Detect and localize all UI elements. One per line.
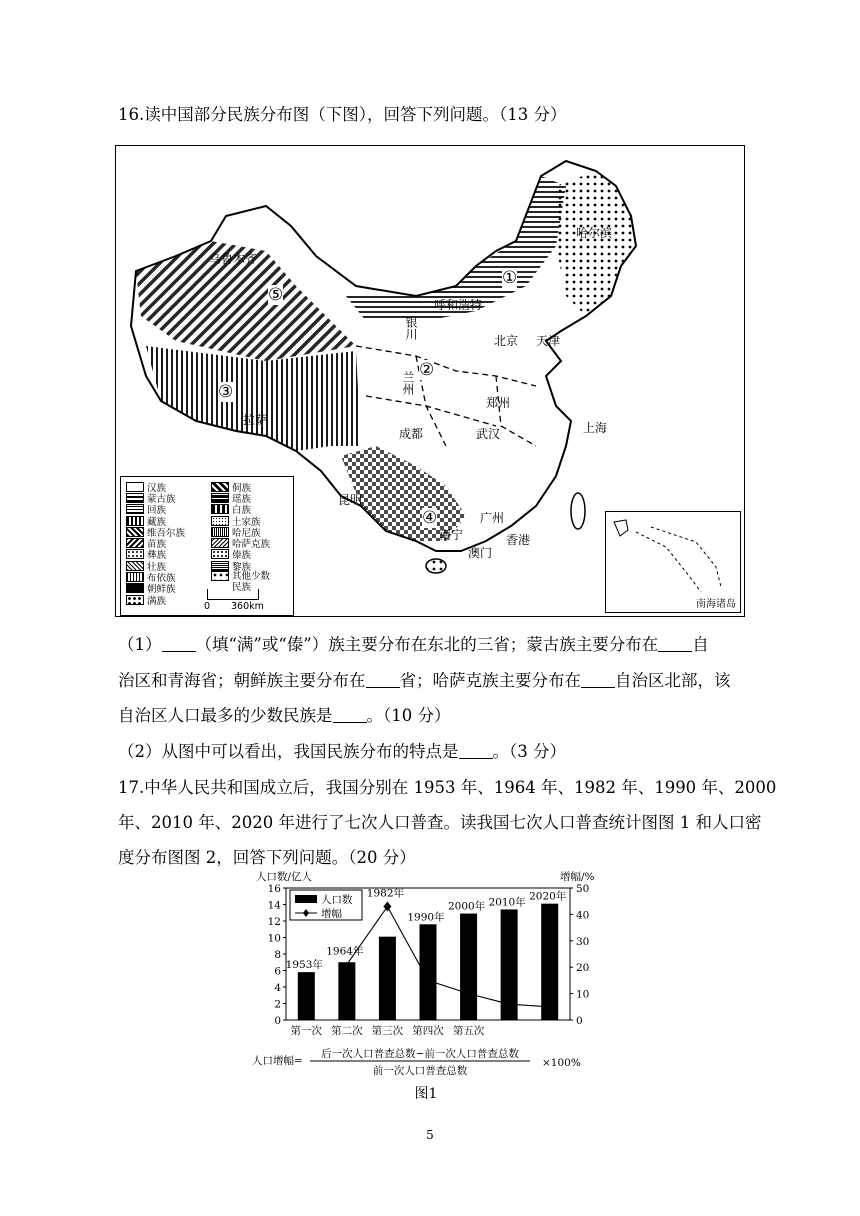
y-tick-label: 8 — [274, 949, 281, 961]
census-chart — [248, 866, 608, 1106]
answer-blank[interactable] — [366, 671, 400, 688]
q17-line2: 年、2010 年、2020 年进行了七次人口普查。读我国七次人口普查统计图图 1 和人口密 — [118, 813, 762, 832]
y-axis-title: 人口数/亿人 — [256, 871, 313, 883]
q16-part1-line2: 治区和青海省；朝鲜族主要分布在 省；哈萨克族主要分布在 自治区北部，该 — [118, 671, 731, 690]
y2-tick-label: 30 — [576, 935, 590, 948]
census-chart-svg — [248, 866, 608, 1106]
q17-line1: 17.中华人民共和国成立后，我国分别在 1953 年、1964 年、1982 年、1990 年、2000 — [118, 778, 777, 797]
legend-swatch-bar — [295, 895, 317, 903]
answer-blank[interactable] — [162, 635, 196, 652]
marker-4: ④ — [422, 508, 438, 528]
y-tick-label: 2 — [274, 998, 281, 1011]
bar-year-label: 1953年 — [285, 959, 323, 972]
bar — [501, 909, 518, 1020]
city-label: 武汉 — [476, 427, 501, 441]
y2-tick-label: 0 — [576, 1015, 583, 1027]
x-tick-label: 第三次 — [371, 1025, 404, 1037]
marker-5: ⑤ — [268, 285, 284, 305]
city-label: 乌鲁木齐 — [209, 252, 258, 266]
q17-line3: 度分布图图 2，回答下列问题。（20 分） — [118, 848, 416, 867]
city-label: 兰州 — [401, 371, 415, 395]
marker-1: ① — [502, 268, 518, 288]
city-label: 拉萨 — [243, 413, 268, 427]
y2-tick-label: 20 — [576, 962, 590, 975]
formula-lhs: 人口增幅= — [252, 1055, 303, 1067]
x-tick-label: 第四次 — [412, 1025, 444, 1037]
chart-caption: 图1 — [414, 1086, 438, 1102]
city-label: 澳门 — [468, 546, 493, 560]
y-tick-label: 16 — [267, 883, 281, 895]
city-label: 昆明 — [338, 493, 363, 507]
city-label: 天津 — [536, 334, 561, 348]
x-tick-label: 第二次 — [331, 1025, 363, 1037]
bar — [460, 914, 477, 1020]
city-label: 郑州 — [486, 396, 511, 410]
ethnic-distribution-map — [115, 145, 745, 617]
city-label: 哈尔滨 — [576, 226, 613, 240]
bar — [338, 962, 355, 1020]
city-label: 香港 — [506, 533, 531, 547]
bar-year-label: 2020年 — [529, 890, 567, 903]
marker-3: ③ — [218, 382, 234, 402]
y-tick-label: 6 — [274, 965, 281, 978]
scale-bar — [207, 589, 259, 600]
marker-2: ② — [419, 360, 435, 380]
bar — [541, 904, 558, 1020]
x-tick-label: 第一次 — [290, 1025, 323, 1037]
bar — [379, 937, 396, 1020]
formula-numerator: 后一次人口普查总数−前一次人口普查总数 — [321, 1048, 519, 1060]
y-tick-label: 12 — [267, 916, 281, 928]
formula-denominator: 前一次人口普查总数 — [372, 1065, 468, 1077]
x-tick-label: 第五次 — [452, 1025, 485, 1037]
answer-blank[interactable] — [658, 635, 692, 652]
city-label: 北京 — [494, 334, 519, 348]
bar-year-label: 2010年 — [488, 896, 526, 909]
bar — [420, 924, 437, 1020]
city-label: 成都 — [399, 427, 424, 441]
y2-tick-label: 10 — [576, 988, 590, 1001]
city-label: 上海 — [583, 421, 608, 435]
bar-year-label: 1990年 — [407, 911, 445, 924]
legend-label-line: 增幅 — [321, 908, 342, 920]
scale-unit: 360km — [231, 601, 264, 612]
page-number: 5 — [426, 1128, 434, 1142]
q16-part2: （2）从图中可以看出，我国民族分布的特点是 。（3 分） — [118, 742, 566, 761]
formula-rhs: ×100% — [542, 1057, 581, 1069]
y-tick-label: 4 — [274, 982, 281, 994]
map-legend: 汉族 蒙古族 回族 藏族 维吾尔族 苗族 彝族 壮族 布依族 朝鲜族 满族 侗族 瑶族 白族 土家族 哈尼族 哈萨克族 傣族 黎族 其他少数民族 0 360km — [120, 476, 294, 616]
y2-axis-title: 增幅/% — [560, 871, 595, 883]
south-china-sea-inset — [605, 511, 741, 613]
q16-part1-line3: 自治区人口最多的少数民族是 。（10 分） — [118, 706, 451, 725]
scale-zero: 0 — [204, 601, 211, 612]
city-label: 银川 — [404, 316, 418, 340]
y-tick-label: 14 — [267, 899, 281, 912]
inset-label: 南海诸岛 — [696, 599, 736, 610]
y-tick-label: 10 — [267, 932, 281, 945]
bar-year-label: 2000年 — [447, 900, 486, 913]
bar-year-label: 1982年 — [366, 887, 405, 900]
city-label: 广州 — [480, 511, 505, 525]
answer-blank[interactable] — [459, 742, 493, 759]
legend-label-bar: 人口数 — [321, 894, 353, 906]
q16-part1-line1: （1） （填“满”或“傣”）族主要分布在东北的三省；蒙古族主要分布在 自 — [118, 635, 709, 654]
q16-title: 16.读中国部分民族分布图（下图），回答下列问题。（13 分） — [118, 105, 567, 124]
bar — [298, 972, 315, 1020]
bar-year-label: 1964年 — [326, 945, 364, 958]
city-label: 呼和浩特 — [434, 298, 483, 312]
y2-tick-label: 50 — [576, 883, 590, 895]
growth-line — [347, 906, 550, 1006]
y2-tick-label: 40 — [576, 909, 590, 922]
answer-blank[interactable] — [581, 671, 615, 688]
answer-blank[interactable] — [333, 706, 367, 723]
city-label: 南宁 — [439, 528, 464, 542]
y-tick-label: 0 — [274, 1015, 281, 1027]
